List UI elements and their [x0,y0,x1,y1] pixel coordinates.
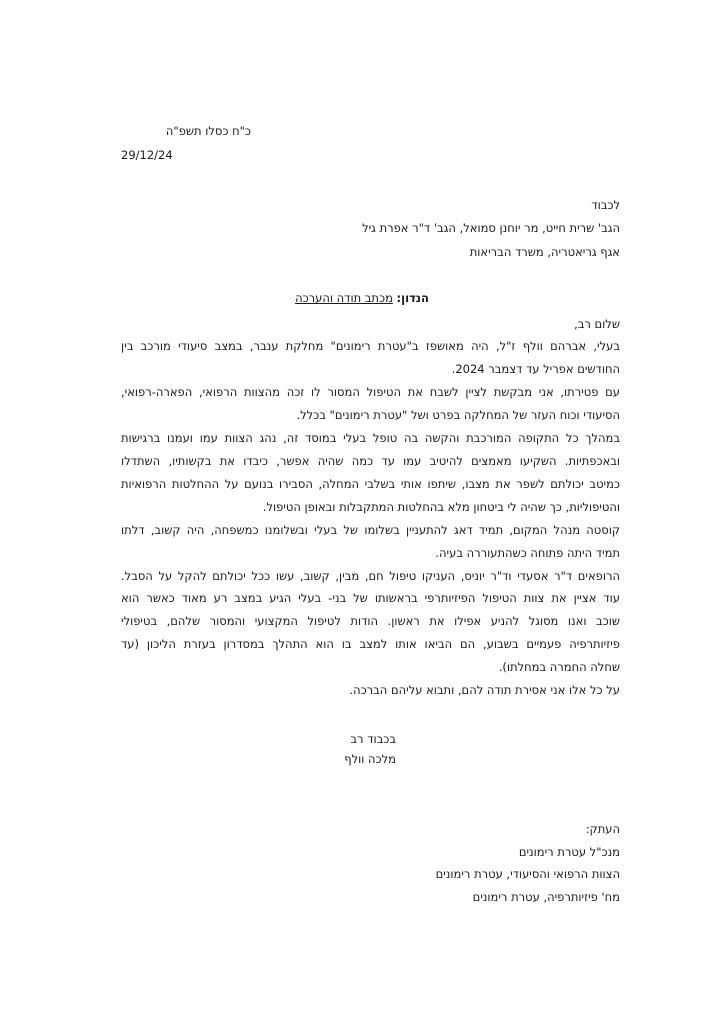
body-line: שחלה החמרה במחלתו). [498,660,620,674]
body-line: בעלי, אברהם וולף ז"ל, היה מאושפז ב"עטרת רימונים" מחלקת ענבר, במצב סיעודי מורכב בין [121,339,620,353]
gregorian-date: 29/12/24 [121,148,173,162]
body-line: פיזיותרפיה פעמיים בשבוע, הם הביאו אותו למצב בו הוא התהלך במסדרון בעזרת הליכון (עד [121,637,620,651]
body-line: עוד אציין את צוות הטיפול הפיזיותרפי בראשותו של בני- בעלי הגיע במצב רע מאוד כאשר הוא [121,591,620,605]
body-line: והטיפוליות, כך שהיה לי ביטחון מלא בהחלטות המתקבלות ובאופן הטיפול. [262,500,620,514]
subject-line [0,290,724,306]
body-line: החודשים אפריל עד דצמבר 2024. [451,362,620,376]
cc-item: הצוות הרפואי והסיעודי, עטרת רימונים [435,867,620,881]
body-line: כמיטב יכולתם לשפר את מצבו, שיתפו אותי בשלבי המחלה, הסבירו בנועם על ההחלטות הרפואיות [121,477,620,491]
subject-text: מכתב תודה והערכה [295,291,393,305]
hebrew-date: כ"ח כסלו תשפ"ה [165,124,251,138]
body-line: הסיעודי וכוח העזר של המחלקה בפרט ושל "עטרת רימונים" בכלל. [296,408,620,422]
body-line: תמיד היתה פתוחה כשהתעוררה בעיה. [435,546,620,560]
subject-prefix: הנדון: [396,291,429,305]
to-label: לכבוד [591,198,620,212]
body-line: במהלך כל התקופה המורכבת והקשה בה טופל בעלי במוסד זה, נהג הצוות עמו ועמנו ברגישות [121,431,620,445]
body-line: ובאכפתיות. השקיעו מאמצים להיטיב עמו עד כמה שהיה אפשר, כיבדו את בקשותיו, השתדלו [121,454,620,468]
department: אגף גריאטריה, משרד הבריאות [469,245,620,259]
body-line: הרופאים ד"ר אסעדי וד"ר יוניס, העניקו טיפול חם, מבין, קשוב, עשו ככל יכולתם להקל על הסבל. [121,569,620,583]
cc-item: מח' פיזיותרפיה, עטרת רימונים [472,890,620,904]
greeting: שלום רב, [574,317,620,331]
body-line: עם פטירתו, אני מבקשת לציין לשבח את הטיפול המסור לו זכה מהצוות הרפואי, הפארה-רפואי, [121,385,620,399]
signature: מלכה וולף [344,752,396,766]
cc-item: מנכ"ל עטרת רימונים [518,845,620,859]
body-line: קוסטה מנהל המקום, תמיד דאג להתעניין בשלומו של בעלי ובשלומנו כמשפחה, היה קשוב, דלתו [121,523,620,537]
cc-label: העתק: [585,822,620,836]
body-line: על כל אלו אני אסירת תודה להם, ותבוא עליהם הברכה. [349,683,620,697]
body-line: שוכב ואנו מסוגל להניע אפילו את ראשון. הודות לטיפול המקצועי והמסור שלהם, בטיפולי [121,614,620,628]
recipients: הגב' שרית חייט, מר יוחנן סמואל, הגב' ד"ר אפרת גיל [362,221,620,235]
closing: בכבוד רב [350,732,396,746]
